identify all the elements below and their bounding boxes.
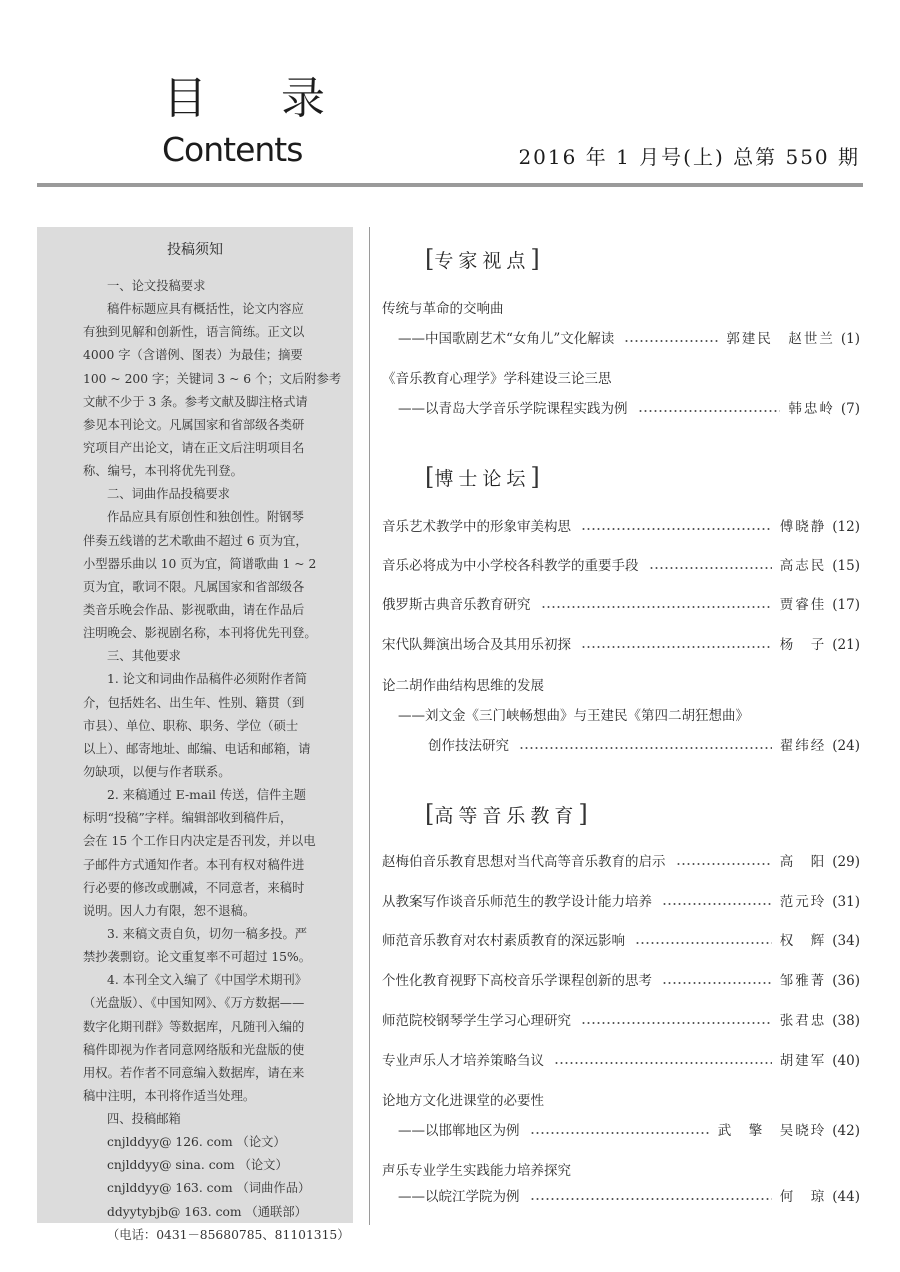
notice-line: 稿件标题应具有概括性，论文内容应 [107, 302, 304, 317]
leader-dots [662, 982, 772, 984]
contents-entry [382, 515, 860, 539]
contents-entry [428, 734, 860, 758]
notice-line: cnjlddyy@ sina. com （论文） [107, 1158, 288, 1173]
article-title: 个性化教育视野下高校音乐学课程创新的思考 [382, 973, 652, 989]
article-title: 宋代队舞演出场合及其用乐初探 [382, 637, 571, 653]
article-title: ——以青岛大学音乐学院课程实践为例 [398, 401, 628, 417]
article-title: 音乐必将成为中小学校各科教学的重要手段 [382, 558, 639, 574]
article-title: 论二胡作曲结构思维的发展 [382, 678, 544, 694]
contents-entry-title-line [382, 1089, 860, 1113]
article-title: 师范音乐教育对农村素质教育的深远影响 [382, 933, 625, 949]
article-title: ——以邯郸地区为例 [398, 1123, 520, 1139]
contents-entry [382, 554, 860, 578]
notice-subheading: 四、投稿邮箱 [107, 1112, 181, 1127]
leader-dots [519, 747, 772, 749]
column-divider [369, 227, 370, 1225]
notice-line: 究项目产出论文，请在正文后注明项目名 [83, 440, 305, 455]
article-author: 郭建民 赵世兰 [726, 331, 835, 347]
notice-line: 市县）、单位、职称、职务、学位（硕士 [83, 718, 299, 733]
header-rule [37, 183, 863, 187]
article-author: 高 阳 [779, 854, 827, 870]
notice-subheading: 二、词曲作品投稿要求 [107, 487, 230, 502]
article-author: 胡建军 [779, 1053, 827, 1069]
article-author: 韩忠岭 [788, 401, 835, 417]
contents-entry [382, 890, 860, 914]
notice-line: 作品应具有原创性和独创性。附钢琴 [107, 510, 304, 525]
notice-line: 勿缺项，以便与作者联系。 [83, 764, 231, 779]
article-title: ——以皖江学院为例 [398, 1189, 520, 1205]
contents-entry-title-line [382, 674, 860, 698]
notice-subheading: 三、其他要求 [107, 649, 181, 664]
page-number: (7) [840, 401, 860, 417]
contents-entry [382, 850, 860, 874]
article-author: 武 擎 吴晓玲 [717, 1123, 827, 1139]
article-title: 赵梅伯音乐教育思想对当代高等音乐教育的启示 [382, 854, 666, 870]
leader-dots [676, 863, 772, 865]
notice-line: （光盘版）、《中国知网》、《万方数据—— [83, 996, 305, 1011]
leader-dots [554, 1062, 772, 1064]
notice-line: 2. 来稿通过 E-mail 传送，信件主题 [107, 788, 306, 803]
leader-dots [581, 646, 772, 648]
notice-line: 伴奏五线谱的艺术歌曲不超过 6 页为宜， [83, 533, 308, 548]
article-title: 创作技法研究 [428, 738, 509, 754]
notice-line: 会在 15 个工作日内决定是否刊发，并以电 [83, 834, 316, 849]
page-number: (31) [832, 894, 860, 910]
leader-dots [530, 1132, 710, 1134]
notice-line: 称、编号，本刊将优先刊登。 [83, 464, 243, 479]
notice-line: 数字化期刊群》等数据库，凡随刊入编的 [83, 1019, 305, 1034]
notice-line: cnjlddyy@ 126. com （论文） [107, 1135, 286, 1150]
page-number: (21) [832, 637, 860, 653]
article-title: 《音乐教育心理学》学科建设三论三思 [382, 371, 612, 387]
notice-line: 小型器乐曲以 10 页为宜，简谱歌曲 1 ~ 2 [83, 556, 317, 571]
notice-line: 行必要的修改或删减，不同意者，来稿时 [83, 880, 305, 895]
notice-line: 3. 来稿文责自负，切勿一稿多投。严 [107, 926, 308, 941]
page-number: (44) [832, 1189, 860, 1205]
page-number: (40) [832, 1053, 860, 1069]
notice-line: 4. 本刊全文入编了《中国学术期刊》 [107, 973, 308, 988]
page-number: (42) [832, 1123, 860, 1139]
leader-dots [662, 903, 772, 905]
article-title: 音乐艺术教学中的形象审美构思 [382, 519, 571, 535]
notice-line: 类音乐晚会作品、影视歌曲，请在作品后 [83, 602, 305, 617]
notice-line: 参见本刊论文。凡属国家和省部级各类研 [83, 417, 305, 432]
article-author: 高志民 [779, 558, 827, 574]
page-title-chinese: 目 录 [163, 73, 355, 124]
leader-dots [581, 1022, 772, 1024]
contents-entry [382, 969, 860, 993]
notice-line: 禁抄袭剽窃。论文重复率不可超过 15%。 [83, 950, 311, 965]
section-heading-higher-music-education: [高等音乐教育] [425, 800, 588, 828]
notice-line: 说明。因人力有限，恕不退稿。 [83, 903, 256, 918]
page-number: (15) [832, 558, 860, 574]
article-title: ——中国歌剧艺术“女角儿”文化解读 [398, 331, 615, 347]
contents-entry [398, 1119, 860, 1143]
notice-line: 稿中注明，本刊将作适当处理。 [83, 1088, 256, 1103]
notice-line: （电话：0431－85680785、81101315） [107, 1227, 350, 1242]
section-heading-label: 高等音乐教育 [434, 805, 579, 827]
article-title: 俄罗斯古典音乐教育研究 [382, 597, 531, 613]
leader-dots [649, 567, 772, 569]
article-author: 傅晓静 [779, 519, 827, 535]
contents-entry [398, 327, 860, 351]
article-author: 权 辉 [779, 933, 827, 949]
leader-dots [624, 340, 718, 342]
contents-entry [382, 1009, 860, 1033]
leader-dots [581, 528, 772, 530]
page-number: (36) [832, 973, 860, 989]
notice-body [83, 275, 350, 1247]
contents-entry-title-line [382, 297, 860, 321]
page-title-english: Contents [162, 130, 303, 169]
page-number: (1) [840, 331, 860, 347]
article-author: 邹雅菁 [779, 973, 827, 989]
article-author: 范元玲 [779, 894, 827, 910]
contents-entry [382, 929, 860, 953]
notice-line: 文献不少于 3 条。参考文献及脚注格式请 [83, 394, 308, 409]
notice-line: 1. 论文和词曲作品稿件必须附作者简 [107, 672, 308, 687]
notice-line: 有独到见解和创新性，语言简练。正文以 [83, 325, 305, 340]
article-title: 传统与革命的交响曲 [382, 301, 504, 317]
leader-dots [635, 942, 772, 944]
leader-dots [530, 1198, 772, 1200]
article-author: 张君忠 [779, 1013, 827, 1029]
notice-line: 子邮件方式通知作者。本刊有权对稿件进 [83, 857, 305, 872]
notice-line: 稿件即视为作者同意网络版和光盘版的使 [83, 1042, 305, 1057]
notice-line: 注明晚会、影视剧名称，本刊将优先刊登。 [83, 626, 317, 641]
contents-entry [382, 593, 860, 617]
notice-subheading: 一、论文投稿要求 [107, 279, 206, 293]
notice-line: 页为宜，歌词不限。凡属国家和省部级各 [83, 579, 305, 594]
article-author: 何 琼 [779, 1189, 827, 1205]
notice-line: ddyytybjb@ 163. com （通联部） [107, 1204, 307, 1219]
page-number: (24) [832, 738, 860, 754]
article-author: 贾睿佳 [779, 597, 827, 613]
page-number: (12) [832, 519, 860, 535]
notice-line: 用权。若作者不同意编入数据库，请在来 [83, 1065, 305, 1080]
article-title: 从教案写作谈音乐师范生的教学设计能力培养 [382, 894, 652, 910]
article-title: 声乐专业学生实践能力培养探究 [382, 1163, 571, 1179]
article-author: 杨 子 [779, 637, 827, 653]
article-author: 翟纬经 [779, 738, 827, 754]
article-title: 论地方文化进课堂的必要性 [382, 1093, 544, 1109]
submission-notice-box [37, 227, 353, 1242]
contents-entry-title-line [382, 367, 860, 391]
section-heading-doctoral-forum: [博士论坛] [425, 463, 540, 491]
notice-line: 介，包括姓名、出生年、性别、籍贯（到 [83, 695, 305, 710]
contents-entry-title-line [398, 704, 860, 728]
page-number: (34) [832, 933, 860, 949]
contents-entry [398, 397, 860, 421]
page-number: (29) [832, 854, 860, 870]
section-heading-label: 博士论坛 [434, 468, 531, 490]
contents-entry [398, 1185, 860, 1209]
leader-dots [638, 410, 781, 412]
issue-info: 2016 年 1 月号(上) 总第 550 期 [518, 145, 860, 169]
contents-entry [382, 1049, 860, 1073]
contents-entry [382, 633, 860, 657]
article-title: 师范院校钢琴学生学习心理研究 [382, 1013, 571, 1029]
section-heading-label: 专家视点 [434, 250, 531, 272]
notice-line: 以上）、邮寄地址、邮编、电话和邮箱，请 [83, 741, 311, 756]
contents-entry-title-line [382, 1159, 860, 1183]
page-number: (17) [832, 597, 860, 613]
leader-dots [541, 606, 772, 608]
page-number: (38) [832, 1013, 860, 1029]
notice-title: 投稿须知 [167, 242, 223, 258]
notice-line: 100 ~ 200 字；关键词 3 ~ 6 个；文后附参考 [83, 371, 342, 386]
article-title: 专业声乐人才培养策略刍议 [382, 1053, 544, 1069]
section-heading-expert-view: [专家视点] [425, 245, 540, 273]
notice-line: cnjlddyy@ 163. com （词曲作品） [107, 1181, 311, 1196]
notice-line: 标明“投稿”字样。编辑部收到稿件后， [83, 811, 293, 826]
notice-line: 4000 字（含谱例、图表）为最佳；摘要 [83, 348, 303, 363]
article-title: ——刘文金《三门峡畅想曲》与王建民《第四二胡狂想曲》 [398, 708, 749, 724]
